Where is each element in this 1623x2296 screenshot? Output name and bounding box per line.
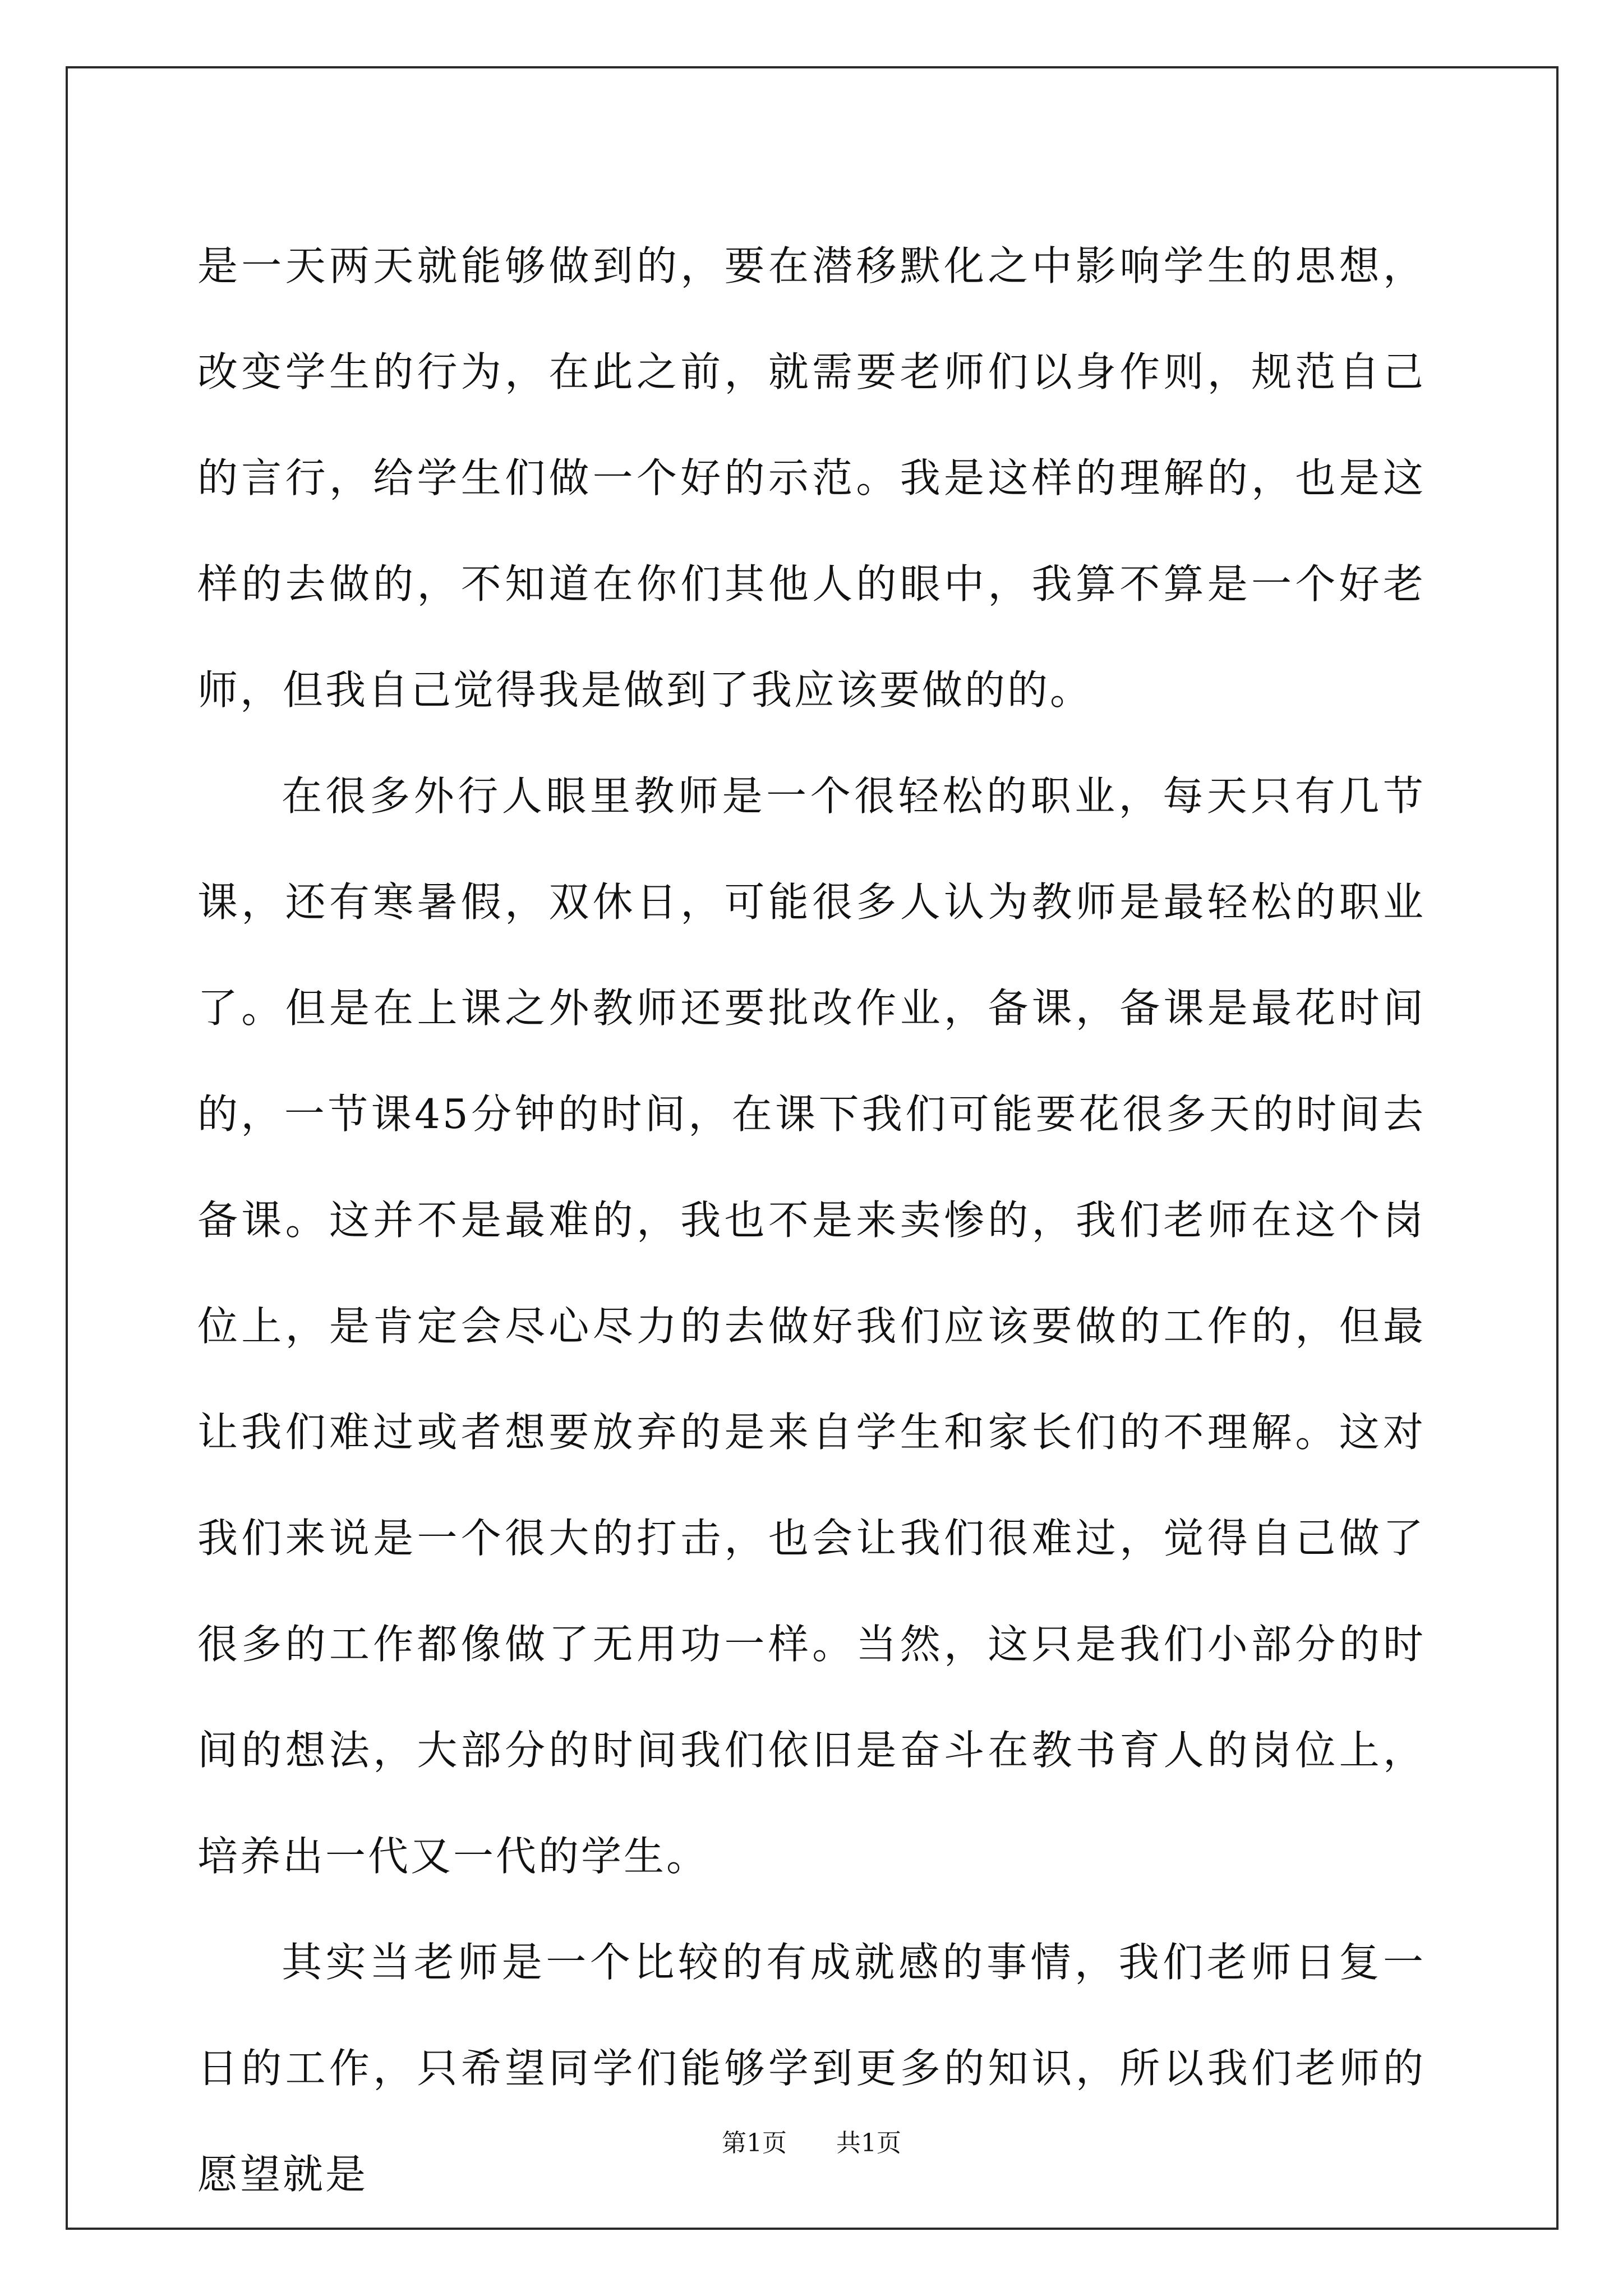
page-footer	[0, 2123, 1623, 2159]
paragraph-2: 在很多外行人眼里教师是一个很轻松的职业，每天只有几节课，还有寒暑假，双休日，可能很多人认为教师是最轻松的职业了。但是在上课之外教师还要批改作业，备课，备课是最花时间的，一节课45分钟的时间，在课下我们可能要花很多天的时间去备课。这并不是最难的，我也不是来卖惨的，我们老师在这个岗位上，是肯定会尽心尽力的去做好我们应该要做的工作的，但最让我们难过或者想要放弃的是来自学生和家长们的不理解。这对我们来说是一个很大的打击，也会让我们很难过，觉得自己做了很多的工作都像做了无用功一样。当然，这只是我们小部分的时间的想法，大部分的时间我们依旧是奋斗在教书育人的岗位上，培养出一代又一代的学生。	[197, 772, 1426, 1880]
document-body	[197, 213, 1426, 2228]
paragraph-3: 其实当老师是一个比较的有成就感的事情，我们老师日复一日的工作，只希望同学们能够学到更多的知识，所以我们老师的愿望就是	[197, 1939, 1426, 2198]
paragraph-1: 是一天两天就能够做到的，要在潜移默化之中影响学生的思想，改变学生的行为，在此之前，就需要老师们以身作则，规范自己的言行，给学生们做一个好的示范。我是这样的理解的，也是这样的去做的，不知道在你们其他人的眼中，我算不算是一个好老师，但我自己觉得我是做到了我应该要做的的。	[197, 242, 1426, 714]
page-number-total: 共1页	[836, 2129, 901, 2157]
page-number-current: 第1页	[722, 2129, 787, 2157]
